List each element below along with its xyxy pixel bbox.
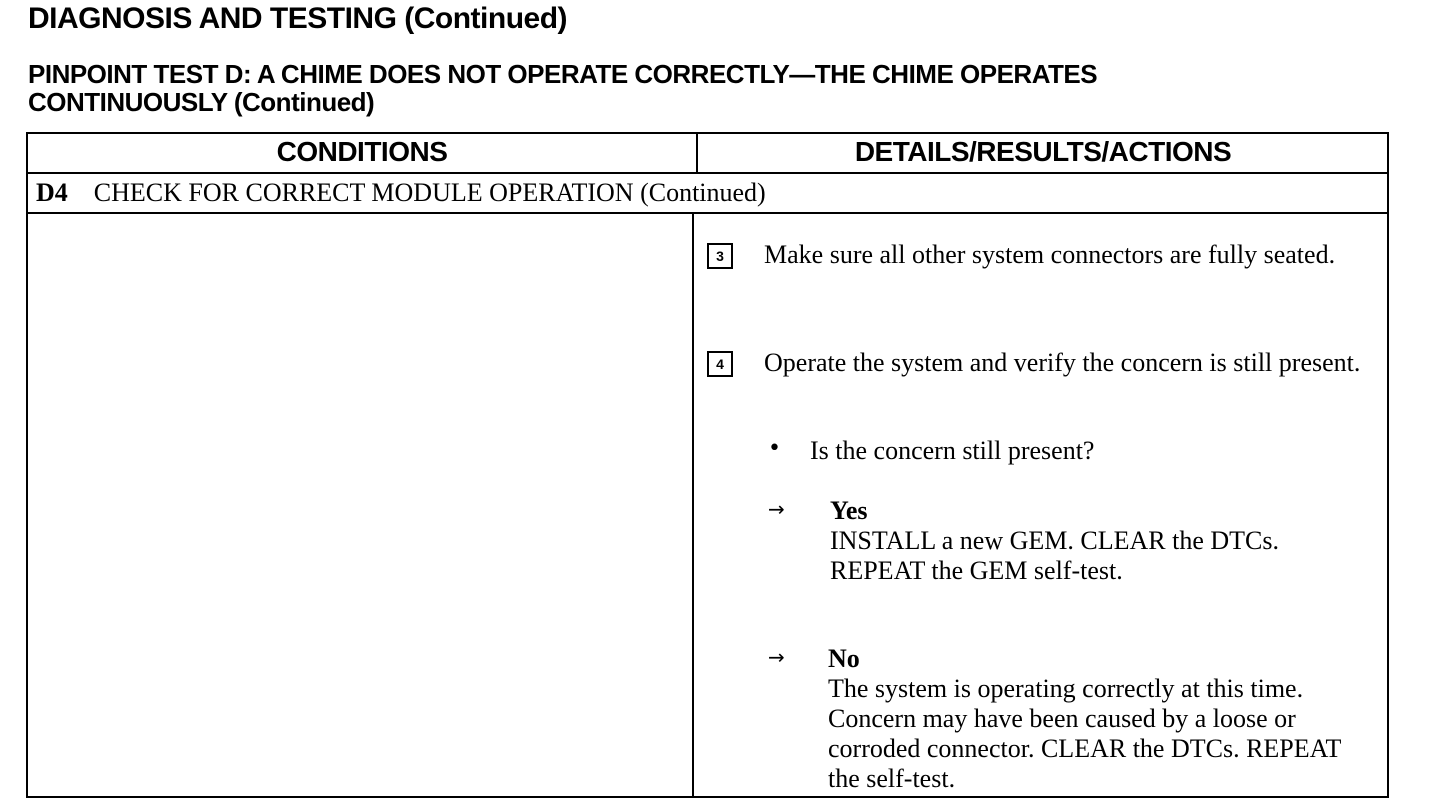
- column-header-conditions: CONDITIONS: [276, 136, 448, 167]
- pinpoint-test-heading: [28, 60, 1097, 116]
- question-text: Is the concern still present?: [810, 436, 1095, 465]
- answer-no-text: The system is operating correctly at this time. Concern may have been caused by a loose or corroded connector. CLEAR the DTCs. REPEAT the self-test.: [828, 674, 1341, 793]
- answer-no-label: No: [828, 644, 860, 673]
- arrow-right-icon: →: [768, 497, 785, 521]
- pinpoint-test-heading-line-2: CONTINUOUSLY (Continued): [28, 87, 375, 117]
- step-number-4-box: 4: [707, 351, 733, 377]
- header-separator: [28, 172, 1387, 174]
- section-heading: DIAGNOSIS AND TESTING (Continued): [28, 2, 568, 35]
- answer-yes-text: INSTALL a new GEM. CLEAR the DTCs. REPEAT the GEM self-test.: [830, 526, 1280, 585]
- details-cell: [694, 214, 1387, 796]
- answer-yes-label: Yes: [830, 496, 868, 525]
- pinpoint-test-heading-line-1: PINPOINT TEST D: A CHIME DOES NOT OPERATE CORRECTLY—THE CHIME OPERATES: [28, 59, 1098, 89]
- detail-item-4-text: Operate the system and verify the concern is still present.: [764, 348, 1361, 377]
- detail-item-3-text: Make sure all other system connectors are fully seated.: [764, 240, 1336, 269]
- step-row: [36, 178, 766, 208]
- column-header-details: DETAILS/RESULTS/ACTIONS: [854, 136, 1232, 167]
- answer-yes: [830, 496, 1370, 586]
- diagnostic-table: [26, 132, 1389, 798]
- arrow-right-icon: →: [768, 645, 785, 669]
- header-divider: [696, 134, 698, 172]
- answer-no: [828, 644, 1376, 794]
- step-id: D4: [36, 178, 68, 207]
- step-number-3-box: 3: [707, 243, 733, 269]
- step-title: CHECK FOR CORRECT MODULE OPERATION (Continued): [93, 178, 766, 207]
- conditions-cell: [28, 214, 692, 796]
- bullet-icon: •: [768, 436, 781, 461]
